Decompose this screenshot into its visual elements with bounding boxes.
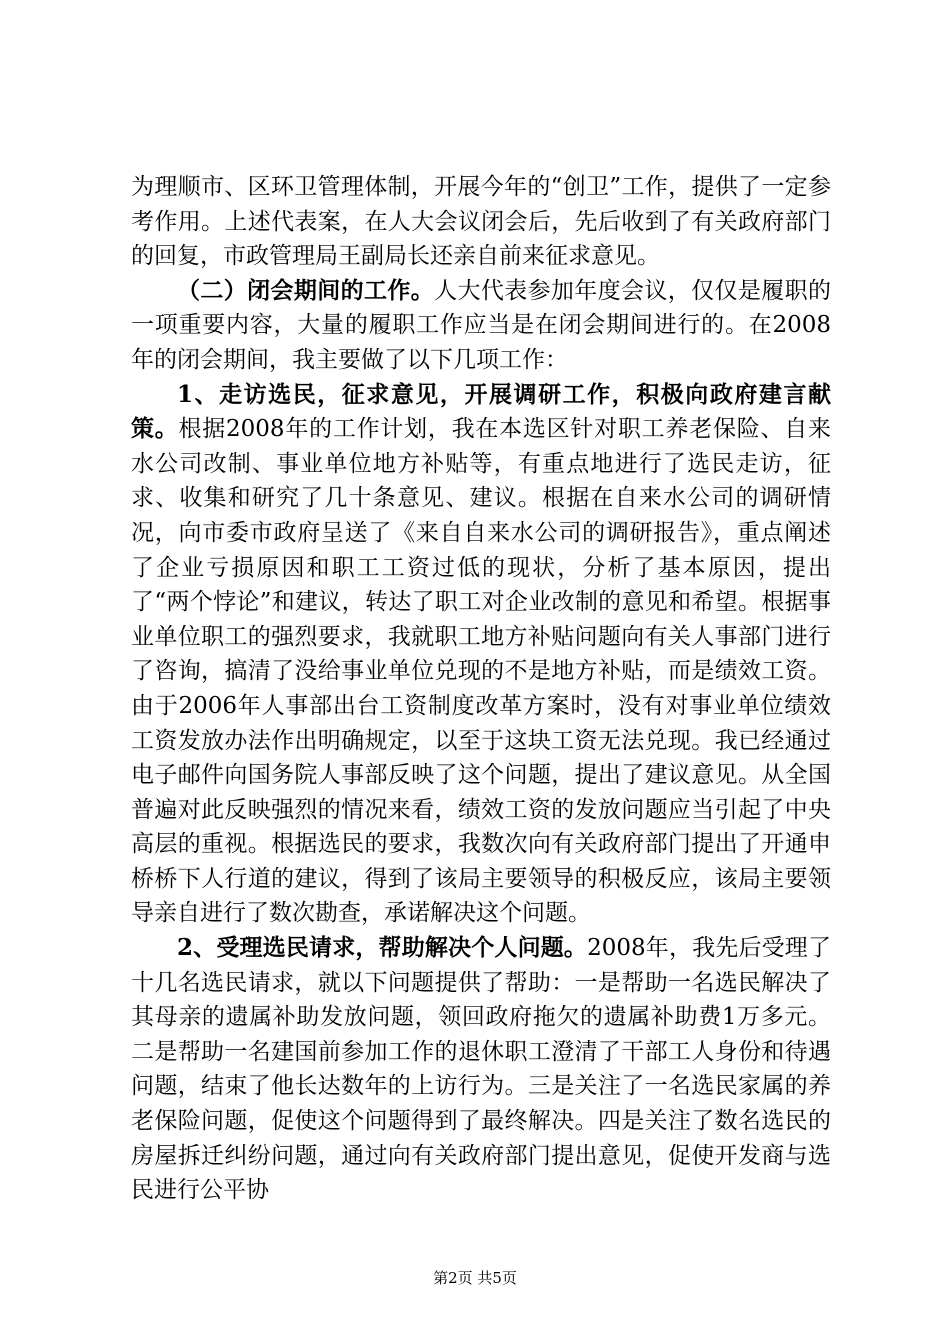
page-number-footer: 第2页 共5页	[433, 1269, 517, 1287]
paragraph-text: 根据2008年的工作计划，我在本选区针对职工养老保险、自来水公司改制、事业单位地方补贴等，有重点地进行了选民走访，征求、收集和研究了几十条意见、建议。根据在自来水公司的调研情况，向市委市政府呈送了《来自自来水公司的调研报告》，重点阐述了企业亏损原因和职工工资过低的现状，分析了基本原因，提出了“两个悖论”和建议，转达了职工对企业改制的意见和希望。根据事业单位职工的强烈要求，我就职工地方补贴问题向有关人事部门进行了咨询，搞清了没给事业单位兑现的不是地方补贴，而是绩效工资。由于2006年人事部出台工资制度改革方案时，没有对事业单位绩效工资发放办法作出明确规定，以至于这块工资无法兑现。我已经通过电子邮件向国务院人事部反映了这个问题，提出了建议意见。从全国普遍对此反映强烈的情况来看，绩效工资的发放问题应当引起了中央高层的重视。根据选民的要求，我数次向有关政府部门提出了开通申桥桥下人行道的建议，得到了该局主要领导的积极反应，该局主要领导亲自进行了数次勘查，承诺解决这个问题。	[131, 416, 831, 927]
paragraph-continuation	[131, 170, 831, 274]
item-heading: 2、受理选民请求，帮助解决个人问题。	[177, 934, 588, 962]
document-body	[131, 170, 831, 1208]
item-heading: 1、走访选民，征求意见，开展调研工作，积极向政府建言献策。	[131, 380, 831, 443]
paragraph-text: 人大代表参加年度会议，仅仅是履职的一项重要内容，大量的履职工作应当是在闭会期间进行的。在2008年的闭会期间，我主要做了以下几项工作：	[131, 277, 832, 373]
paragraph-item-2	[131, 931, 831, 1208]
paragraph-text: 为理顺市、区环卫管理体制，开展今年的“创卫”工作，提供了一定参考作用。上述代表案，在人大会议闭会后，先后收到了有关政府部门的回复，市政管理局王副局长还亲自前来征求意见。	[131, 174, 831, 270]
paragraph-recess-work	[131, 274, 831, 378]
paragraph-item-1	[131, 378, 831, 932]
section-heading: （二）闭会期间的工作。	[177, 276, 435, 304]
paragraph-text: 2008年，我先后受理了十几名选民请求，就以下问题提供了帮助：一是帮助一名选民解决了其母亲的遗属补助发放问题，领回政府拖欠的遗属补助费1万多元。二是帮助一名建国前参加工作的退休职工澄清了干部工人身份和待遇问题，结束了他长达数年的上访行为。三是关注了一名选民家属的养老保险问题，促使这个问题得到了最终解决。四是关注了数名选民的房屋拆迁纠纷问题，通过向有关政府部门提出意见，促使开发商与选民进行公平协	[131, 935, 831, 1204]
